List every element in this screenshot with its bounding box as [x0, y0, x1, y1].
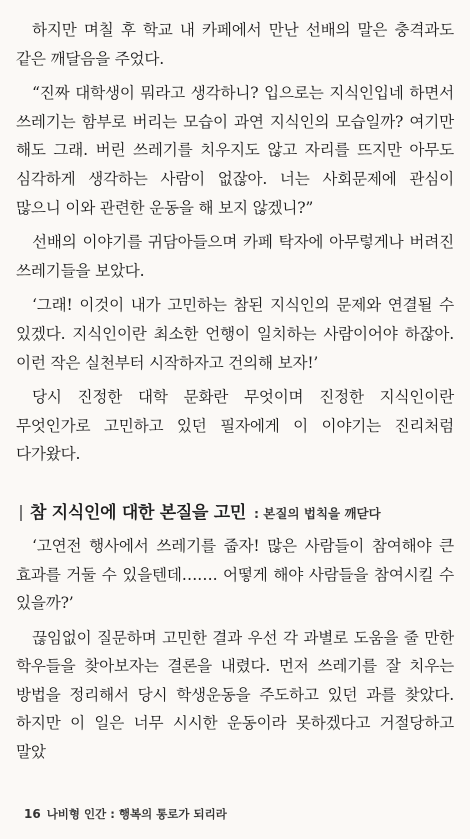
- section-subtitle: : 본질의 법칙을 깨닫다: [253, 505, 381, 521]
- page-footer: [24, 806, 227, 822]
- paragraph: ‘그래! 이것이 내가 고민하는 참된 지식인의 문제와 연결될 수 있겠다. 지식인이란 최소한 언행이 일치하는 사람이어야 하잖아. 이런 작은 실천부터 시작하자고 건의해 보자!’: [16, 296, 454, 372]
- section-heading: [16, 499, 454, 528]
- section-bar-marker: [20, 505, 22, 521]
- running-title: 나비형 인간 : 행복의 통로가 되리라: [46, 807, 227, 821]
- page-content: [16, 16, 454, 773]
- paragraph: “진짜 대학생이 뭐라고 생각하니? 입으로는 지식인입네 하면서 쓰레기는 함부로 버리는 모습이 과연 지식인의 모습일까? 여기만 해도 그래. 버린 쓰레기를 치우지도 않고 자리를 뜨지만 아무도 심각하게 생각하는 사람이 없잖아. 너는 사회문제에 관심이 많으니 이와 관련한 운동을 해 보지 않겠니?”: [16, 84, 454, 217]
- paragraph: ‘고연전 행사에서 쓰레기를 줍자! 많은 사람들이 참여해야 큰 효과를 거둘 수 있을텐데……. 어떻게 해야 사람들을 참여시킬 수 있을까?’: [16, 536, 454, 613]
- section-title: 참 지식인에 대한 본질을 고민: [30, 502, 246, 523]
- paragraph: 끊임없이 질문하며 고민한 결과 우선 각 과별로 도움을 줄 만한 학우들을 찾아보자는 결론을 내렸다. 먼저 쓰레기를 잘 치우는 방법을 정리해서 당시 학생운동을 주도하고 있던 과를 찾았다. 하지만 이 일은 너무 시시한 운동이라 못하겠다고 거절당하고 말았: [16, 628, 454, 762]
- page-number: 16: [24, 807, 41, 821]
- paragraph: 하지만 며칠 후 학교 내 카페에서 만난 선배의 말은 충격과도 같은 깨달음을 주었다.: [16, 21, 454, 68]
- paragraph: 선배의 이야기를 귀담아들으며 카페 탁자에 아무렇게나 버려진 쓰레기들을 보았다.: [16, 233, 454, 280]
- paragraph: 당시 진정한 대학 문화란 무엇이며 진정한 지식인이란 무엇인가로 고민하고 있던 필자에게 이 이야기는 진리처럼 다가왔다.: [16, 388, 454, 464]
